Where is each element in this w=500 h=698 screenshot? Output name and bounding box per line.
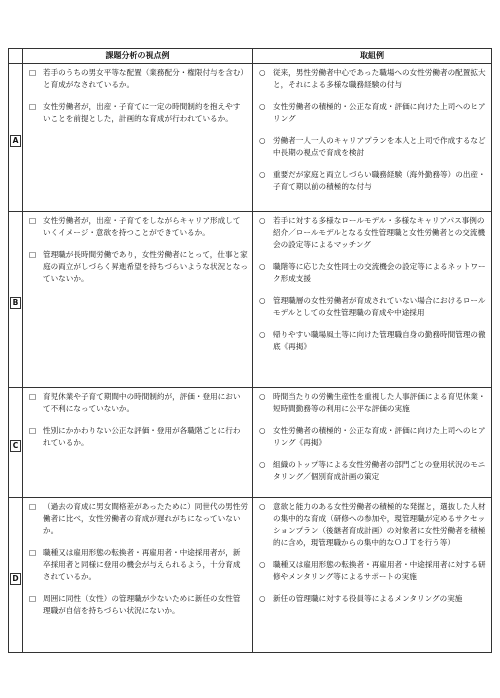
action-item [259, 169, 487, 193]
table-header-row [9, 49, 492, 64]
action-item [259, 295, 487, 319]
analysis-text: 女性労働者が，出産・子育てに一定の時間制約を抱えやすいことを前提とした，計画的な育成が行われているか。 [43, 102, 241, 123]
analysis-cell-d [23, 498, 253, 653]
circle-bullet-icon: ○ [259, 262, 266, 271]
analysis-item [29, 249, 248, 285]
checkbox-square-icon: □ [29, 594, 37, 603]
analysis-item [29, 391, 248, 415]
circle-bullet-icon: ○ [259, 136, 266, 145]
checkbox-square-icon: □ [29, 502, 37, 511]
analysis-text: 性別にかかわりない公正な評価・登用が各職階ごとに行われているか。 [43, 426, 241, 447]
action-text: 職種又は雇用形態の転換者・再雇用者・中途採用者に対する研修やメンタリング等によるサポートの実施 [273, 560, 486, 581]
row-label-c: C [10, 440, 21, 452]
analysis-text: （過去の育成に男女間格差があったために）同世代の男性労働者に比べ，女性労働者の育成が遅れがちになっていないか。 [43, 502, 248, 535]
analysis-text: 女性労働者が，出産・子育てをしながらキャリア形成していくイメージ・意欲を持つことができているか。 [43, 216, 241, 237]
action-item [259, 67, 487, 91]
circle-bullet-icon: ○ [259, 560, 266, 569]
action-item [259, 501, 487, 549]
table-row-c [9, 388, 492, 498]
action-text: 新任の管理職に対する役員等によるメンタリングの実施 [273, 594, 463, 603]
action-text: 職階等に応じた女性同士の交流機会の設定等によるネットワーク形成支援 [273, 262, 486, 283]
analysis-item [29, 547, 248, 583]
row-label-cell [9, 388, 23, 498]
action-text: 管理職層の女性労働者が育成されていない場合におけるロールモデルとしての女性管理職の育成や中途採用 [273, 296, 486, 317]
action-text: 若手に対する多様なロールモデル・多様なキャリアパス事例の紹介／ロールモデルとなる女性管理職と女性労働者との交流機会の設定等によるマッチング [273, 216, 486, 249]
analysis-cell-a [23, 64, 253, 212]
action-item [259, 329, 487, 353]
analysis-item [29, 425, 248, 449]
table-row-a [9, 64, 492, 212]
analysis-text: 管理職が長時間労働であり，女性労働者にとって，仕事と家庭の両立がしづらく昇進希望を持ちづらいような状況となっていないか。 [43, 250, 248, 283]
analysis-item [29, 593, 248, 617]
action-item [259, 101, 487, 125]
action-text: 重要だが家庭と両立しづらい職務経験（海外勤務等）の出産・子育て期以前の積極的な付与 [273, 170, 486, 191]
header-actions: 取組例 [253, 49, 492, 64]
header-analysis: 課題分析の視点例 [23, 49, 253, 64]
actions-cell-d [253, 498, 492, 653]
row-label-a: A [10, 135, 21, 147]
action-text: 意欲と能力のある女性労働者の積極的な発掘と，選抜した人材の集中的な育成（研修への参加や，現管理職が定めるサクセッションプラン（後継者育成計画）の対象者に女性労働者を積極的に含め，現管理職からの集中的なＯＪＴを行う等） [273, 502, 486, 547]
action-text: 時間当たりの労働生産性を重視した人事評価による育児休業・短時間勤務等の利用に公平な評価の実施 [273, 392, 486, 413]
analysis-item [29, 215, 248, 239]
header-blank-cell [9, 49, 23, 64]
circle-bullet-icon: ○ [259, 68, 266, 77]
analysis-item [29, 501, 248, 537]
action-text: 労働者一人一人のキャリアプランを本人と上司で作成するなど中長期の視点で育成を検討 [273, 136, 486, 157]
circle-bullet-icon: ○ [259, 426, 266, 435]
action-item [259, 459, 487, 483]
action-item [259, 593, 487, 605]
action-text: 女性労働者の積極的・公正な育成・評価に向けた上司へのヒアリング [273, 102, 486, 123]
action-text: 従来，男性労働者中心であった職場への女性労働者の配置拡大と，それによる多様な職務経験の付与 [273, 68, 486, 89]
actions-cell-a [253, 64, 492, 212]
row-label-d: D [10, 573, 21, 585]
analysis-action-table [8, 48, 492, 653]
checkbox-square-icon: □ [29, 216, 37, 225]
action-text: 女性労働者の積極的・公正な育成・評価に向けた上司へのヒアリング《再掲》 [273, 426, 486, 447]
action-item [259, 135, 487, 159]
row-label-b: B [10, 297, 21, 309]
row-label-cell [9, 64, 23, 212]
table-row-d [9, 498, 492, 653]
action-item [259, 391, 487, 415]
circle-bullet-icon: ○ [259, 296, 266, 305]
circle-bullet-icon: ○ [259, 460, 266, 469]
circle-bullet-icon: ○ [259, 330, 266, 339]
row-label-cell [9, 212, 23, 388]
action-item [259, 425, 487, 449]
analysis-item [29, 67, 248, 91]
analysis-cell-b [23, 212, 253, 388]
circle-bullet-icon: ○ [259, 594, 266, 603]
action-item [259, 559, 487, 583]
checkbox-square-icon: □ [29, 426, 37, 435]
checkbox-square-icon: □ [29, 102, 37, 111]
circle-bullet-icon: ○ [259, 102, 266, 111]
row-label-cell [9, 498, 23, 653]
circle-bullet-icon: ○ [259, 216, 266, 225]
analysis-text: 育児休業や子育て期間中の時間制約が，評価・登用において不利になっていないか。 [43, 392, 241, 413]
analysis-text: 周囲に同性（女性）の管理職が少ないために新任の女性管理職が自信を持ちづらい状況にないか。 [43, 594, 241, 615]
circle-bullet-icon: ○ [259, 170, 266, 179]
checkbox-square-icon: □ [29, 548, 37, 557]
action-text: 帰りやすい職場風土等に向けた管理職自身の勤務時間管理の徹底《再掲》 [273, 330, 486, 351]
checkbox-square-icon: □ [29, 392, 37, 401]
analysis-text: 職種又は雇用形態の転換者・再雇用者・中途採用者が，新卒採用者と同様に登用の機会が与えられるよう，十分育成されているか。 [43, 548, 241, 581]
circle-bullet-icon: ○ [259, 502, 266, 511]
analysis-item [29, 101, 248, 125]
action-item [259, 261, 487, 285]
checkbox-square-icon: □ [29, 250, 37, 259]
analysis-cell-c [23, 388, 253, 498]
circle-bullet-icon: ○ [259, 392, 266, 401]
analysis-text: 若手のうちの男女平等な配置（業務配分・権限付与を含む）と育成がなされているか。 [43, 68, 245, 89]
checkbox-square-icon: □ [29, 68, 37, 77]
actions-cell-c [253, 388, 492, 498]
action-item [259, 215, 487, 251]
action-text: 組織のトップ等による女性労働者の部門ごとの登用状況のモニタリング／個別育成計画の策定 [273, 460, 486, 481]
actions-cell-b [253, 212, 492, 388]
table-row-b [9, 212, 492, 388]
